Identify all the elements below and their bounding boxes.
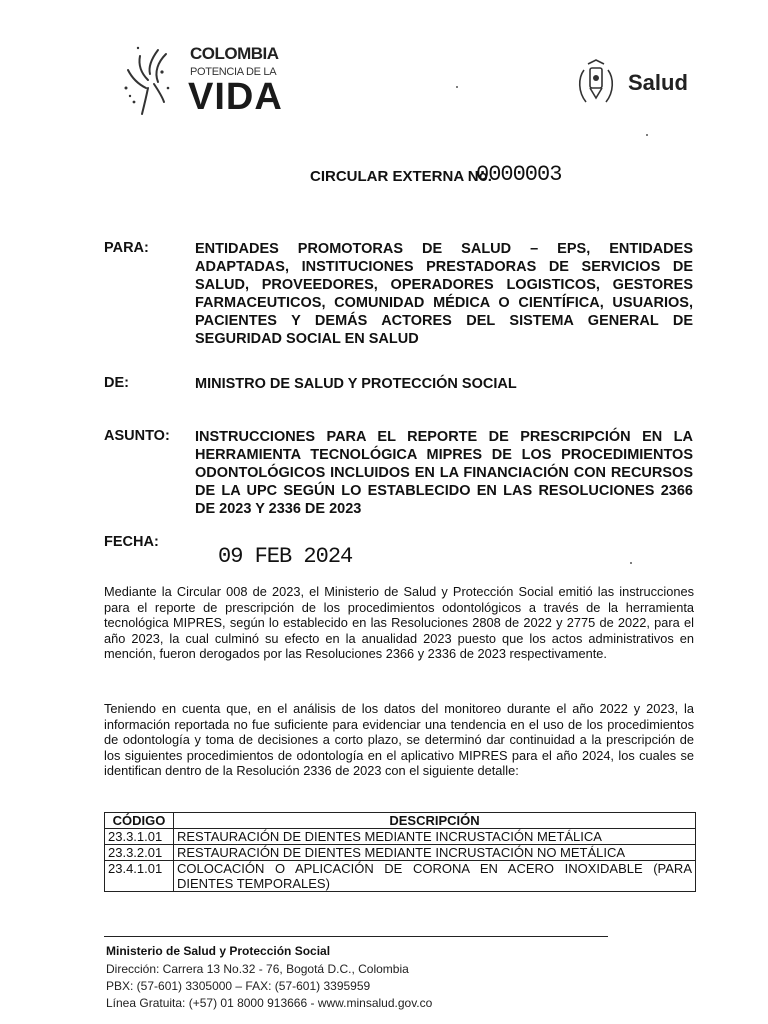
de-sender: MINISTRO DE SALUD Y PROTECCIÓN SOCIAL bbox=[195, 376, 517, 392]
column-header-code: CÓDIGO bbox=[105, 813, 174, 829]
national-seal-icon bbox=[574, 58, 618, 110]
circular-title: CIRCULAR EXTERNA No. bbox=[310, 168, 492, 185]
table-cell-description: RESTAURACIÓN DE DIENTES MEDIANTE INCRUSTACIÓN METÁLICA bbox=[174, 829, 696, 845]
body-paragraph-2: Teniendo en cuenta que, en el análisis de los datos del monitoreo durante el año 2022 y 2023, la información reportada no fue suficiente para evidenciar una tendencia en el uso de los procedimientos de odontología y toma de decisiones a corto plazo, se determinó dar continuidad a la prescripción de los siguientes procedimientos de odontología en el aplicativo MIPRES para el año 2024, los cuales se identifican dentro de la Resolución 2336 de 2023 con el siguiente detalle: bbox=[104, 701, 694, 779]
asunto-subject: INSTRUCCIONES PARA EL REPORTE DE PRESCRIPCIÓN EN LA HERRAMIENTA TECNOLÓGICA MIPRES DE LOS PROCEDIMIENTOS ODONTOLÓGICOS INCLUIDOS EN LA FINANCIACIÓN CON RECURSOS DE LA UPC SEGÚN LO ESTABLECIDO EN LAS RESOLUCIONES 2366 DE 2023 Y 2336 DE 2023 bbox=[195, 429, 693, 517]
fecha-label: FECHA: bbox=[104, 534, 159, 550]
footer-address: Dirección: Carrera 13 No.32 - 76, Bogotá D.C., Colombia bbox=[106, 962, 409, 976]
salud-logo-text: Salud bbox=[628, 70, 688, 95]
para-label: PARA: bbox=[104, 240, 149, 256]
table-cell-description: COLOCACIÓN O APLICACIÓN DE CORONA EN ACERO INOXIDABLE (PARA DIENTES TEMPORALES) bbox=[174, 861, 696, 892]
table-row bbox=[105, 829, 696, 845]
scan-speck bbox=[456, 86, 458, 88]
column-header-description: DESCRIPCIÓN bbox=[174, 813, 696, 829]
footer-organization: Ministerio de Salud y Protección Social bbox=[106, 944, 331, 958]
para-recipients: ENTIDADES PROMOTORAS DE SALUD – EPS, ENTIDADES ADAPTADAS, INSTITUCIONES PRESTADORAS DE SERVICIOS DE SALUD, PROVEEDORES, OPERADORES LOGISTICOS, GESTORES FARMACEUTICOS, COMUNIDAD MÉDICA O CIENTÍFICA, USUARIOS, PACIENTES Y DEMÁS ACTORES DEL SISTEMA GENERAL DE SEGURIDAD SOCIAL EN SALUD bbox=[195, 241, 693, 347]
logo-colombia-text: COLOMBIA bbox=[190, 44, 279, 63]
colombia-flower-logo-icon bbox=[118, 44, 176, 118]
asunto-label: ASUNTO: bbox=[104, 428, 170, 444]
table-cell-code: 23.3.2.01 bbox=[105, 845, 174, 861]
table-cell-code: 23.4.1.01 bbox=[105, 861, 174, 892]
logo-potencia-text: POTENCIA DE LA bbox=[190, 66, 277, 78]
table-cell-description: RESTAURACIÓN DE DIENTES MEDIANTE INCRUSTACIÓN NO METÁLICA bbox=[174, 845, 696, 861]
table-cell-code: 23.3.1.01 bbox=[105, 829, 174, 845]
table-row bbox=[105, 845, 696, 861]
footer-phone: PBX: (57-601) 3305000 – FAX: (57-601) 3395959 bbox=[106, 979, 371, 993]
footer-divider bbox=[104, 936, 608, 937]
scan-speck bbox=[646, 134, 648, 136]
body-paragraph-1: Mediante la Circular 008 de 2023, el Ministerio de Salud y Protección Social emitió las instrucciones para el reporte de prescripción de los procedimientos odontológicos a través de la herramienta tecnológica MIPRES, según lo establecido en las Resoluciones 2808 de 2022 y 2775 de 2022, para el año 2023, la cual culminó su efecto en la anualidad 2023 puesto que los actos administrativos en mención, fueron derogados por las Resoluciones 2366 y 2336 de 2023 respectivamente. bbox=[104, 584, 694, 662]
logo-vida-text: VIDA bbox=[188, 76, 283, 118]
scan-speck bbox=[630, 562, 632, 564]
circular-number: 0000003 bbox=[476, 162, 562, 187]
date-stamp: 09 FEB 2024 bbox=[218, 544, 353, 569]
de-label: DE: bbox=[104, 375, 129, 391]
table-row bbox=[105, 861, 696, 892]
footer-hotline: Línea Gratuita: (+57) 01 8000 913666 - www.minsalud.gov.co bbox=[106, 996, 433, 1010]
procedures-table bbox=[104, 812, 696, 892]
